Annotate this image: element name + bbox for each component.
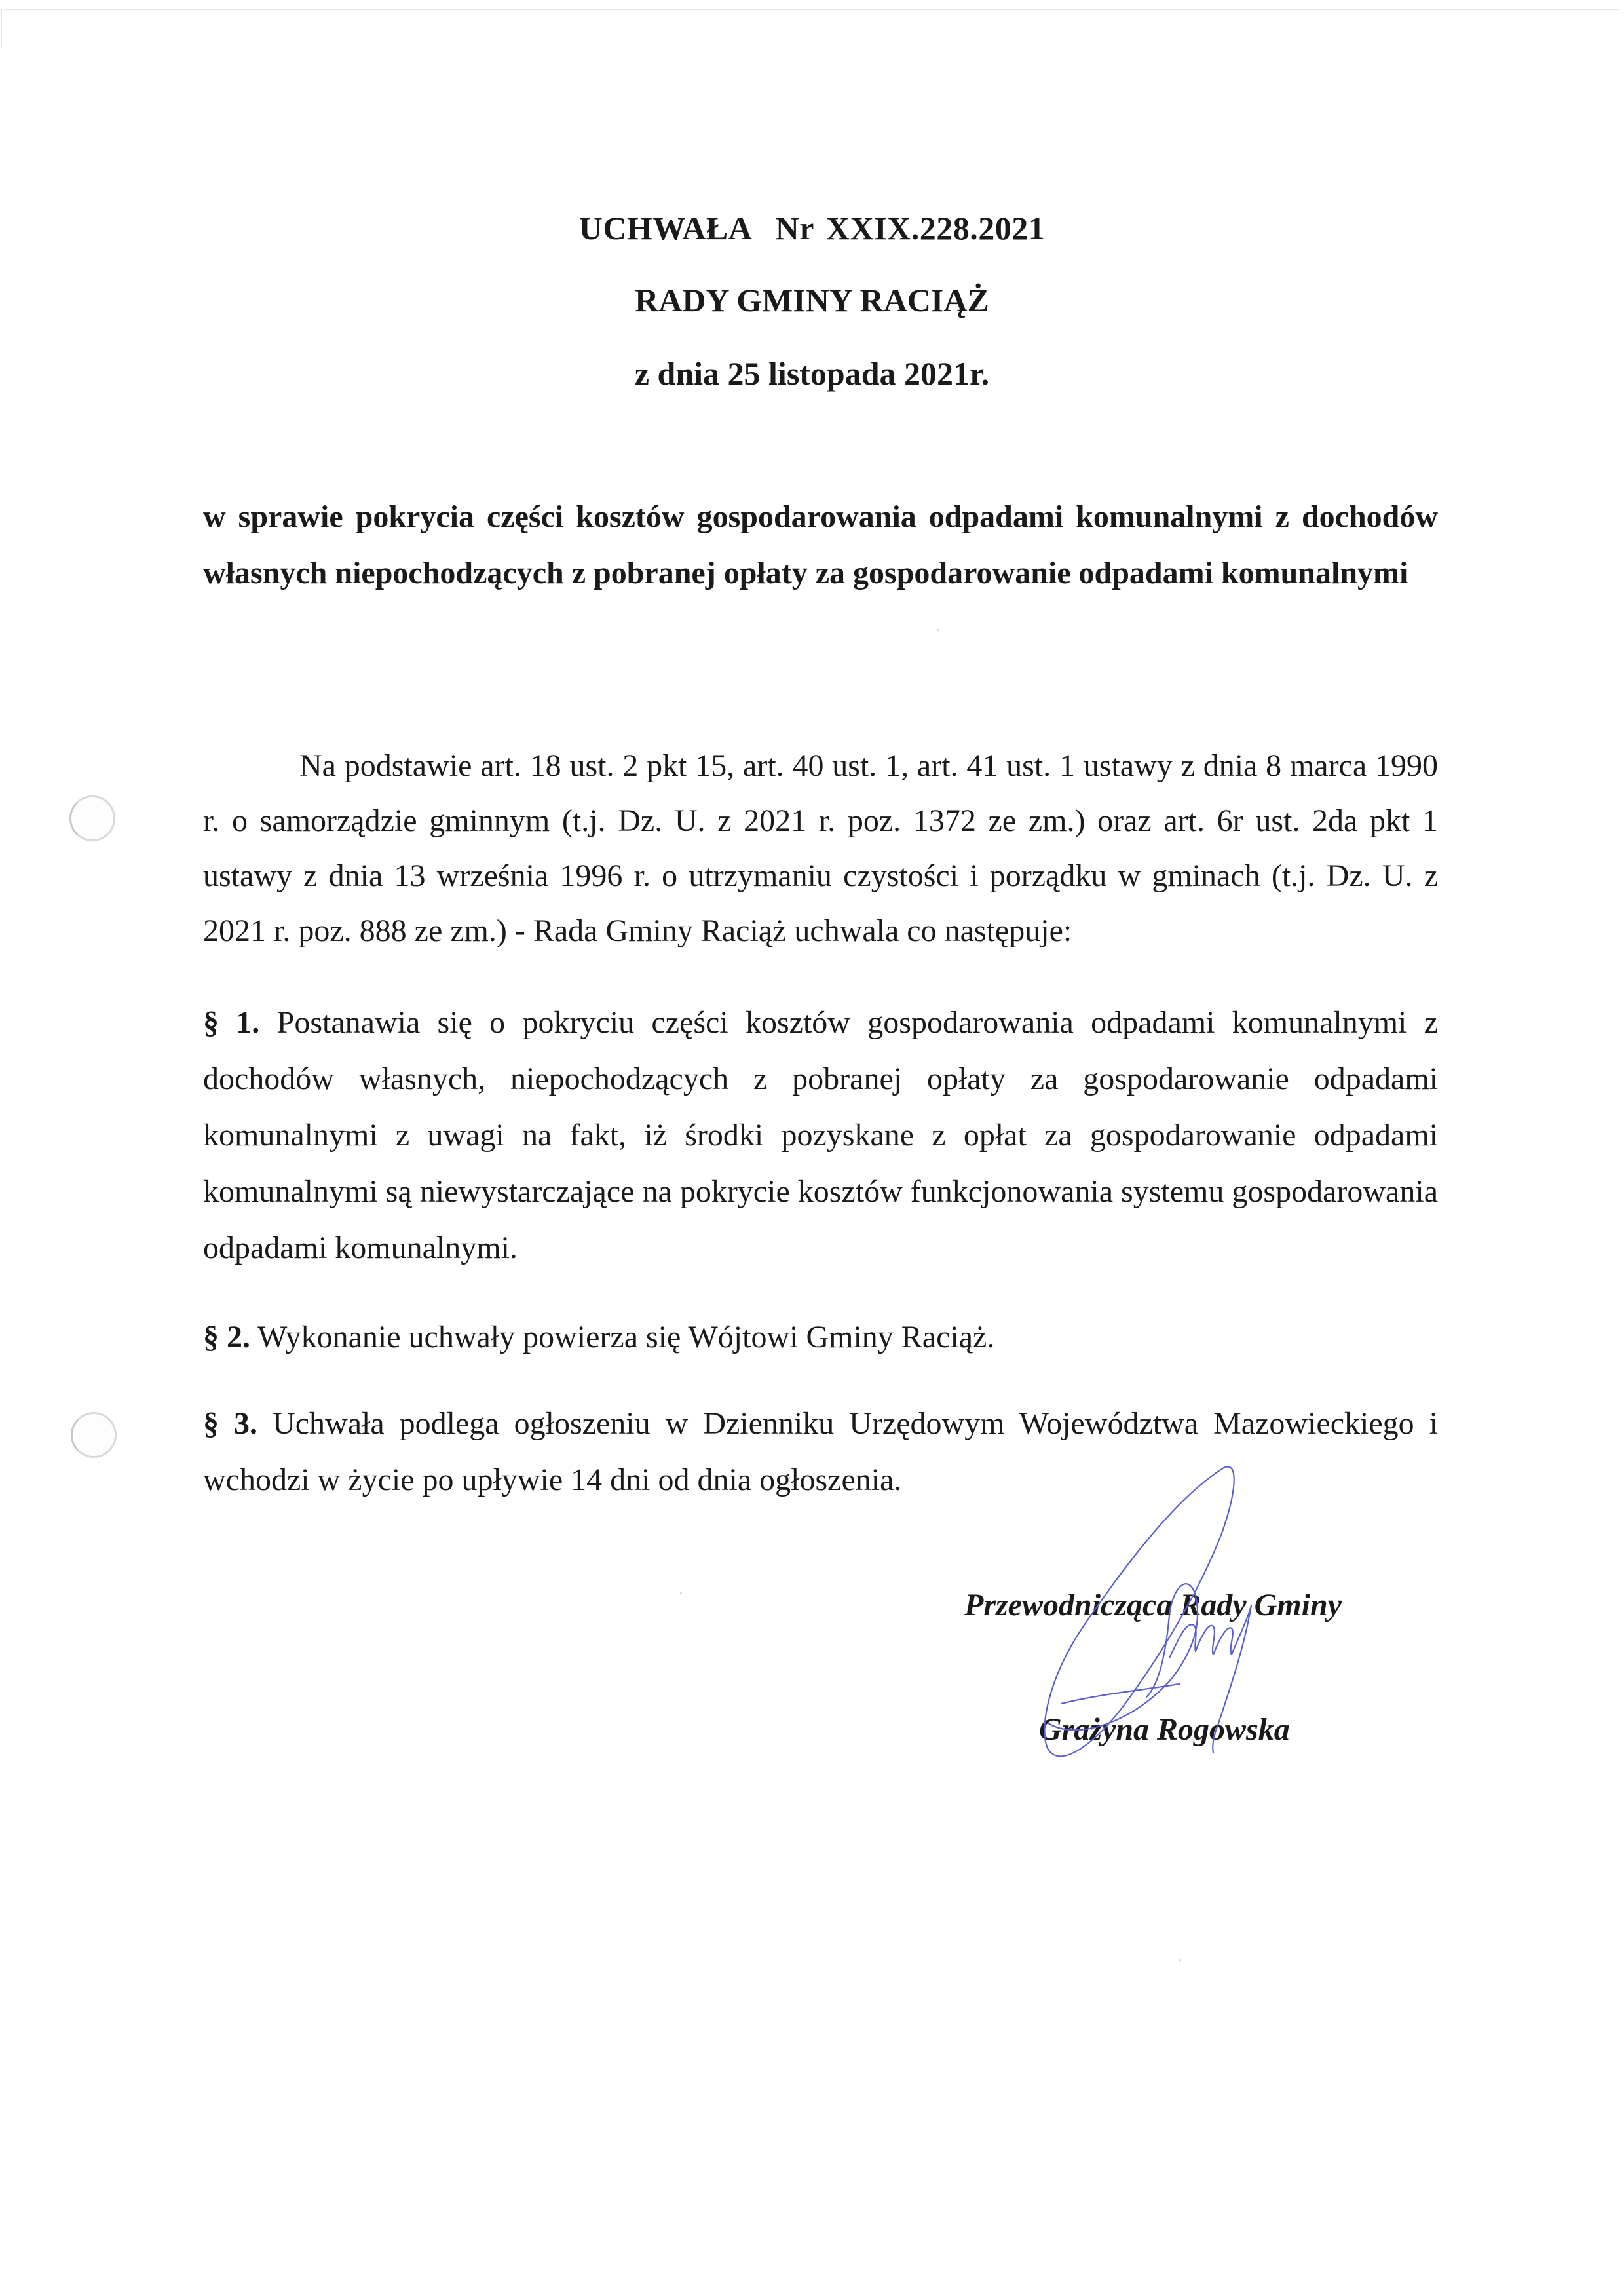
signature-tail [1213, 1605, 1251, 1753]
signatory-name: Grażyna Rogowska [1039, 1712, 1290, 1747]
section-1 [203, 995, 1438, 1276]
signatory-role: Przewodnicząca Rady Gminy [964, 1588, 1342, 1622]
section-number: § 3. [203, 1406, 258, 1441]
section-text: Uchwała podlega ogłoszeniu w Dzienniku Urzędowym Województwa Mazowieckiego i wchodzi w życie po upływie 14 dni od dnia ogłoszenia. [203, 1406, 1439, 1497]
section-text: Postanawia się o pokryciu części kosztów gospodarowania odpadami komunalnymi z dochodów własnych, niepochodzących z pobranej opłaty za gospodarowanie odpadami komunalnymi z uwagi na fakt, iż środki pozyskane z opłat za gospodarowanie odpadami komunalnymi są niewystarczające na pokrycie kosztów funkcjonowania systemu gospodarowania odpadami komunalnymi. [203, 1005, 1439, 1265]
scan-edge-top [5, 9, 1619, 10]
scan-speck [1179, 1959, 1181, 1961]
resolution-number: UCHWAŁA Nr XXIX.228.2021 [578, 210, 1046, 246]
legal-basis-paragraph: Na podstawie art. 18 ust. 2 pkt 15, art. 40 ust. 1, art. 41 ust. 1 ustawy z dnia 8 marca 1990 r. o samorządzie gminnym (t.j. Dz. U. z 2021 r. poz. 1372 ze zm.) oraz art. 6r ust. 2da pkt 1 ustawy z dnia 13 września 1996 r. o utrzymaniu czystości i porządku w gminach (t.j. Dz. U. z 2021 r. poz. 888 ze zm.) - Rada Gminy Raciąż uchwala co następuje: [203, 748, 1438, 948]
signature-letters [1169, 1605, 1251, 1658]
handwritten-signature [1022, 1461, 1350, 1769]
issuing-body: RADY GMINY RACIĄŻ [635, 282, 989, 318]
punch-hole [71, 1412, 117, 1458]
punch-hole [69, 795, 115, 841]
signature-flourish [1048, 1584, 1198, 1730]
section-number: § 1. [203, 1005, 260, 1040]
section-2 [203, 1309, 1438, 1366]
resolution-subject: w sprawie pokrycia części kosztów gospodarowania odpadami komunalnymi z dochodów własnych niepochodzących z pobranej opłaty za gospodarowanie odpadami komunalnymi [203, 499, 1438, 590]
signature-strokes [1045, 1466, 1251, 1756]
section-number: § 2. [203, 1320, 250, 1354]
scan-speck [680, 1592, 682, 1594]
scan-edge-left [1, 9, 2, 48]
resolution-date: z dnia 25 listopada 2021r. [634, 355, 990, 392]
section-text: Wykonanie uchwały powierza się Wójtowi Gminy Raciąż. [257, 1320, 995, 1354]
scan-speck [937, 629, 939, 631]
signature-crossbar [1061, 1684, 1179, 1704]
signature-loop [1045, 1466, 1234, 1756]
